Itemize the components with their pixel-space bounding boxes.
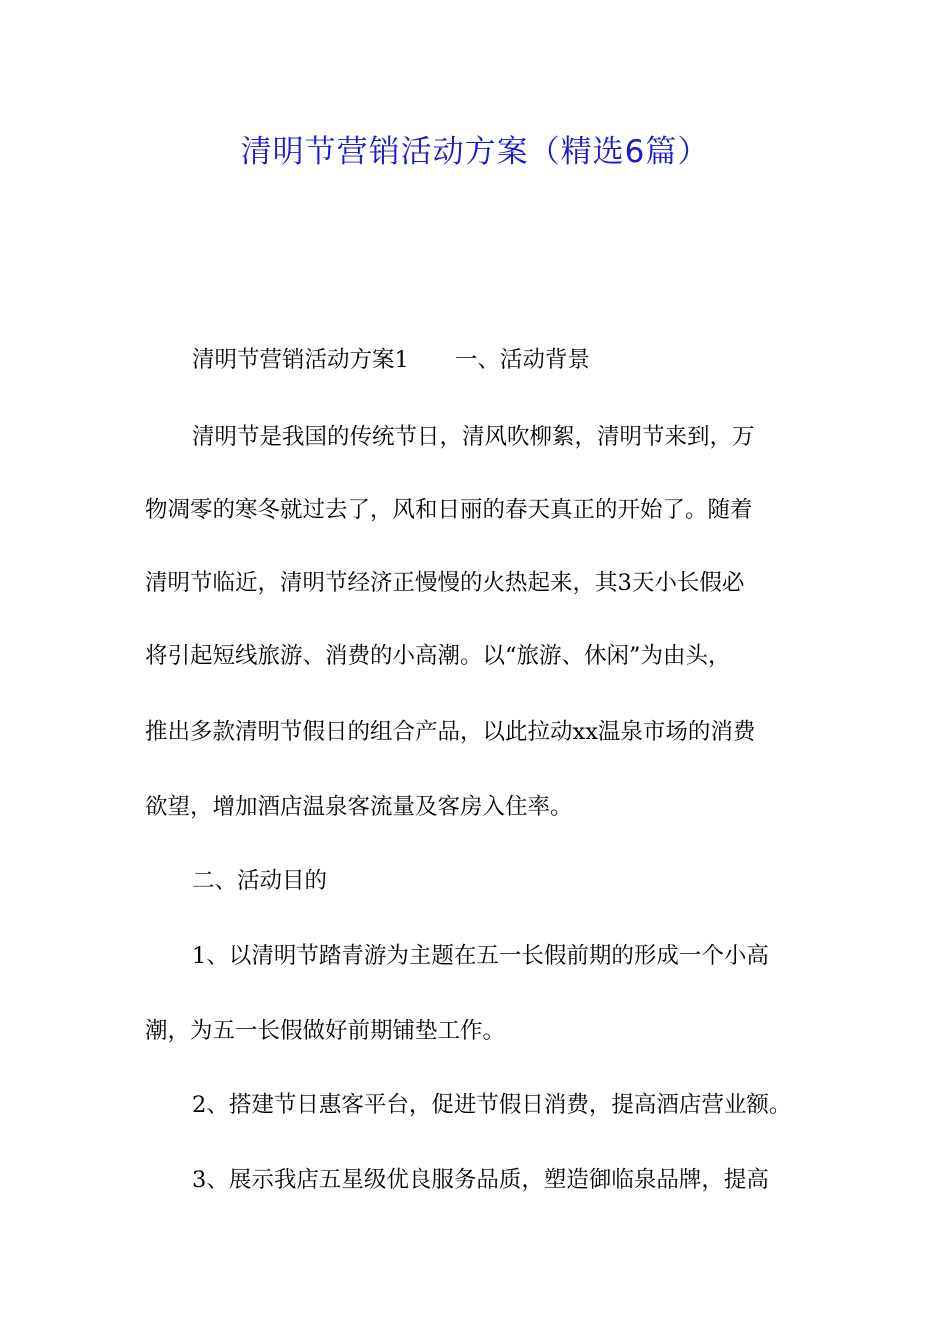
paragraph-line: 将引起短线旅游、消费的小高潮。以“旅游、休闲”为由头， [145,643,731,669]
paragraph-line: 1、以清明节踏青游为主题在五一长假前期的形成一个小高 [192,943,769,969]
plan-heading: 清明节营销活动方案1 [192,347,409,373]
paragraph-line: 欲望，增加酒店温泉客流量及客房入住率。 [145,794,573,820]
paragraph-line: 潮，为五一长假做好前期铺垫工作。 [145,1018,506,1044]
paragraph-heading [192,342,872,378]
document-title: 清明节营销活动方案（精选6篇） [240,134,710,170]
section-heading-background: 一、活动背景 [454,347,590,373]
paragraph-line: 2、搭建节日惠客平台，促进节假日消费，提高酒店营业额。 [192,1092,792,1118]
section-heading-goals: 二、活动目的 [192,868,328,894]
paragraph-line: 物凋零的寒冬就过去了，风和日丽的春天真正的开始了。随着 [145,497,753,523]
paragraph-line: 3、展示我店五星级优良服务品质，塑造御临泉品牌，提高 [192,1167,769,1193]
paragraph-line: 推出多款清明节假日的组合产品，以此拉动xx温泉市场的消费 [145,719,756,745]
paragraph-line: 清明节是我国的传统节日，清风吹柳絮，清明节来到，万 [192,424,755,450]
paragraph-line: 清明节临近，清明节经济正慢慢的火热起来，其3天小长假必 [145,570,745,596]
